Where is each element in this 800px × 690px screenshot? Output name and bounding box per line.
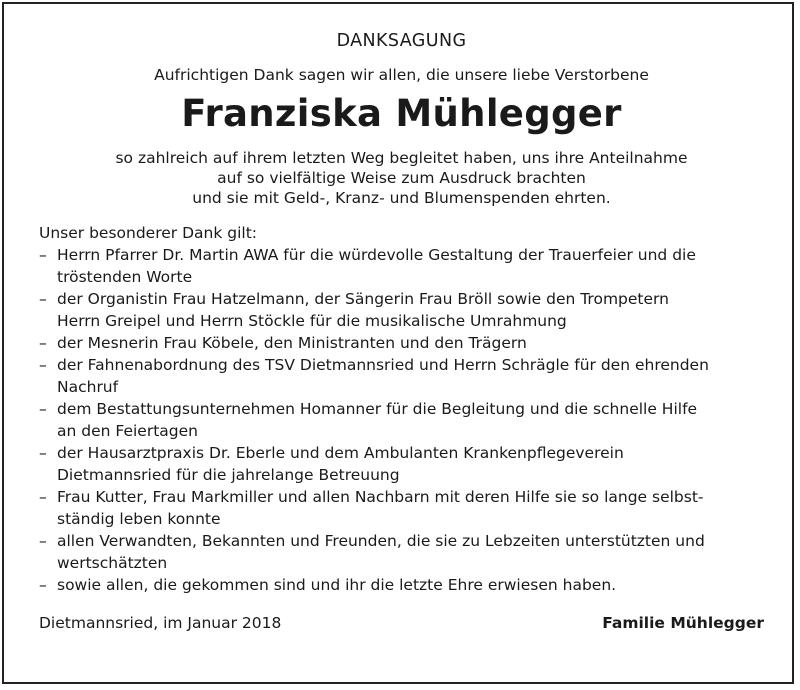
list-item-line: ständig leben konnte [57, 510, 221, 528]
notice-content [39, 30, 764, 596]
list-item [39, 288, 764, 332]
body-line: auf so vielfältige Weise zum Ausdruck brachten [217, 169, 586, 187]
list-item-line: Frau Kutter, Frau Markmiller und allen Nachbarn mit deren Hilfe sie so lange selbst- [57, 488, 704, 506]
family-signature: Familie Mühlegger [602, 614, 764, 632]
list-item-line: der Organistin Frau Hatzelmann, der Sängerin Frau Bröll sowie den Trompetern [57, 290, 669, 308]
body-line: und sie mit Geld-, Kranz- und Blumenspenden ehrten. [192, 189, 611, 207]
list-item-line: dem Bestattungsunternehmen Homanner für die Begleitung und die schnelle Hilfe [57, 400, 698, 418]
list-item-line: wertschätzten [57, 554, 168, 572]
list-item [39, 486, 764, 530]
dash-bullet: – [39, 576, 47, 594]
deceased-name: Franziska Mühlegger [181, 92, 622, 135]
list-item-line: Nachruf [57, 378, 119, 396]
list-item [39, 574, 764, 596]
notice-footer [39, 612, 764, 634]
intro-line: Aufrichtigen Dank sagen wir allen, die unsere liebe Verstorbene [154, 66, 649, 84]
dash-bullet: – [39, 246, 47, 264]
dash-bullet: – [39, 400, 47, 418]
body-line: so zahlreich auf ihrem letzten Weg begleitet haben, uns ihre Anteilnahme [115, 149, 688, 167]
list-item-line: Dietmannsried für die jahrelange Betreuung [57, 466, 400, 484]
list-item [39, 354, 764, 398]
list-item-line: an den Feiertagen [57, 422, 198, 440]
dash-bullet: – [39, 488, 47, 506]
list-item-line: der Fahnenabordnung des TSV Dietmannsried und Herrn Schrägle für den ehrenden [57, 356, 709, 374]
list-item [39, 530, 764, 574]
thanks-intro: Unser besonderer Dank gilt: [39, 224, 257, 242]
list-item-line: Herrn Greipel und Herrn Stöckle für die musikalische Umrahmung [57, 312, 567, 330]
dash-bullet: – [39, 356, 47, 374]
list-item-line: Herrn Pfarrer Dr. Martin AWA für die würdevolle Gestaltung der Trauerfeier und die [57, 246, 696, 264]
body-text [39, 148, 764, 208]
dash-bullet: – [39, 290, 47, 308]
list-item [39, 398, 764, 442]
dash-bullet: – [39, 444, 47, 462]
list-item-line: allen Verwandten, Bekannten und Freunden, die sie zu Lebzeiten unterstützten und [57, 532, 705, 550]
place-date: Dietmannsried, im Januar 2018 [39, 614, 282, 632]
list-item [39, 442, 764, 486]
list-item-line: sowie allen, die gekommen sind und ihr die letzte Ehre erwiesen haben. [57, 576, 617, 594]
list-item [39, 332, 764, 354]
list-item-line: tröstenden Worte [57, 268, 193, 286]
dash-bullet: – [39, 532, 47, 550]
notice-heading: DANKSAGUNG [336, 31, 467, 51]
list-item [39, 244, 764, 288]
list-item-line: der Hausarztpraxis Dr. Eberle und dem Ambulanten Krankenpflegeverein [57, 444, 624, 462]
thanks-list [39, 244, 764, 596]
list-item-line: der Mesnerin Frau Köbele, den Ministranten und den Trägern [57, 334, 527, 352]
dash-bullet: – [39, 334, 47, 352]
